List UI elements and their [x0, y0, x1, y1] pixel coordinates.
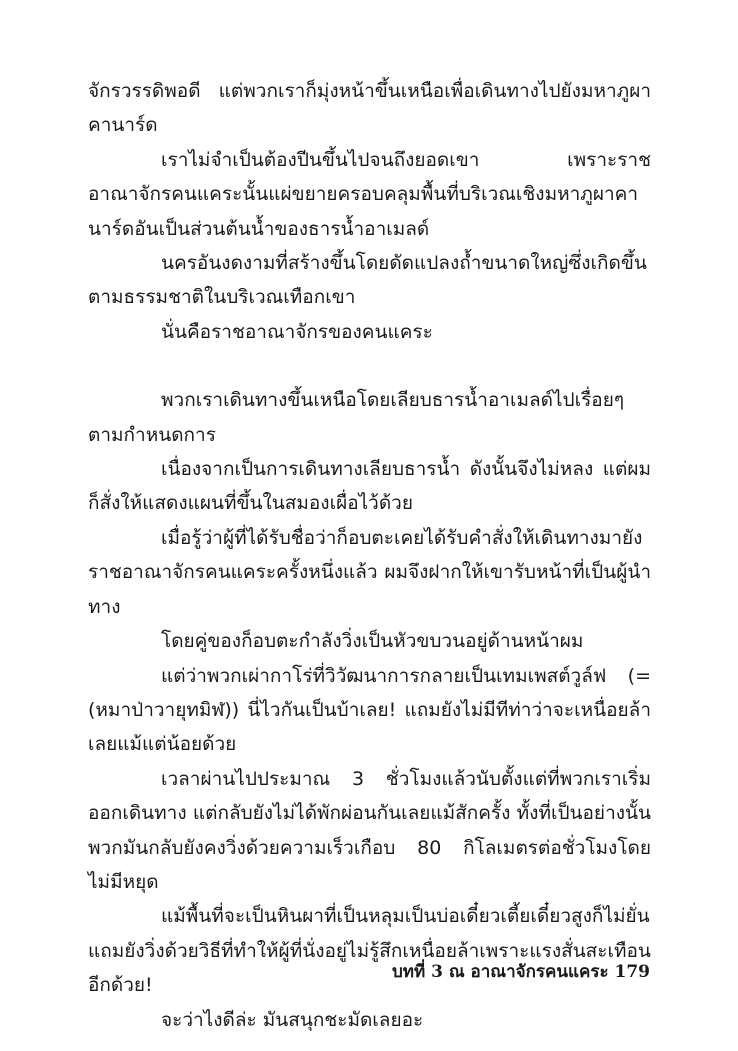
running-footer: บทที่ 3 ณ อาณาจักรคนแคระ 179 — [391, 962, 650, 982]
paragraph-4: นั่นคือราชอาณาจักรของคนแคระ — [161, 320, 433, 343]
paragraph-11: แม้พื้นที่จะเป็นหินผาที่เป็นหลุมเป็นบ่อเดี๋ยวเตี้ยเดี๋ยวสูงก็ไม่ยั่นแถมยังวิ่งด้วยวิธีที่ทำให้ผู้ที่นั่งอยู่ไม่รู้สึกเหนื่อยล้าเพราะแรงสั่นสะเทือนอีกด้วย! — [88, 905, 651, 997]
section-gap — [88, 349, 651, 383]
paragraph-6: เนื่องจากเป็นการเดินทางเลียบธารน้ำ ดังนั้นจึงไม่หลง แต่ผมก็สั่งให้แสดงแผนที่ขึ้นในสมองเผื่อไว้ด้วย — [88, 458, 651, 515]
paragraph-12: จะว่าไงดีล่ะ มันสนุกชะมัดเลยอะ — [161, 1008, 424, 1031]
paragraph-2: เราไม่จำเป็นต้องปีนขึ้นไปจนถึงยอดเขา เพราะราชอาณาจักรคนแคระนั้นแผ่ขยายครอบคลุมพื้นที่บริเวณเชิงมหาภูผาคานาร์ดอันเป็นส่วนต้นน้ำของธารน้ำอาเมลด์ — [88, 148, 651, 240]
paragraph-10: เวลาผ่านไปประมาณ 3 ชั่วโมงแล้วนับตั้งแต่ที่พวกเราเริ่มออกเดินทาง แต่กลับยังไม่ได้พักผ่อนกันเลยแม้สักครั้ง ทั้งที่เป็นอย่างนั้น พวกมันกลับยังคงวิ่งด้วยความเร็วเกือบ 80 กิโลเมตรต่อชั่วโมงโดยไม่มีหยุด — [88, 767, 651, 893]
paragraph-3: นครอันงดงามที่สร้างขึ้นโดยดัดแปลงถ้ำขนาดใหญ่ซึ่งเกิดขึ้นตามธรรมชาติในบริเวณเทือกเขา — [88, 252, 647, 309]
paragraph-8: โดยคู่ของก็อบตะกำลังวิ่งเป็นหัวขบวนอยู่ด้านหน้าผม — [161, 630, 584, 653]
paragraph-7: เมื่อรู้ว่าผู้ที่ได้รับชื่อว่าก็อบตะเคยได้รับคำสั่งให้เดินทางมายังราชอาณาจักรคนแคระครั้งหนึ่งแล้ว ผมจึงฝากให้เขารับหน้าที่เป็นผู้นำทาง — [88, 526, 651, 618]
page-body — [88, 74, 651, 1037]
paragraph-9: แต่ว่าพวกเผ่ากาโร่ที่วิวัฒนาการกลายเป็นเทมเพสต์วูล์ฟ (=(หมาป่าวายุทมิฬ)) นี่ไวกันเป็นบ้าเลย! แถมยังไม่มีทีท่าว่าจะเหนื่อยล้าเลยแม้แต่น้อยด้วย — [88, 664, 651, 756]
paragraph-1: จักรวรรดิพอดี แต่พวกเราก็มุ่งหน้าขึ้นเหนือเพื่อเดินทางไปยังมหาภูผาคานาร์ด — [88, 80, 651, 137]
paragraph-5: พวกเราเดินทางขึ้นเหนือโดยเลียบธารน้ำอาเมลด์ไปเรื่อยๆ ตามกำหนดการ — [88, 389, 625, 446]
